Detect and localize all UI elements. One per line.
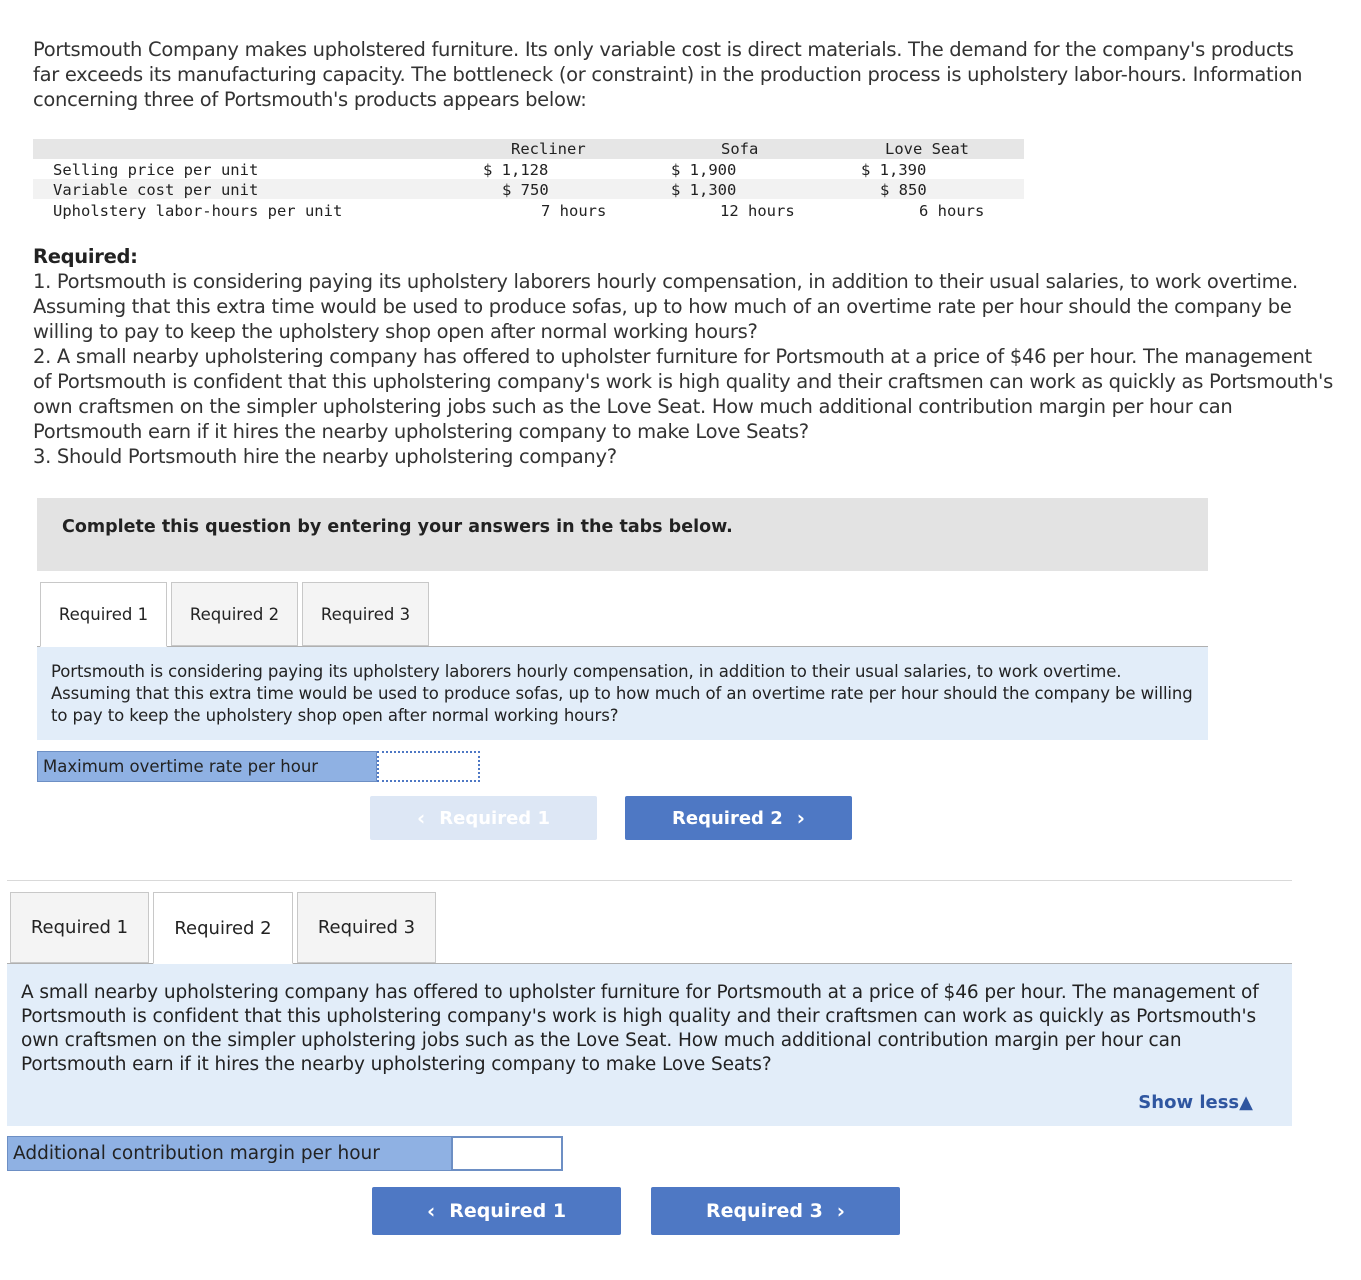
intro-paragraph: Portsmouth Company makes upholstered furniture. Its only variable cost is direct materials. The demand for the company's products far exceeds its manufacturing capacity. The bottleneck (or constraint) in the production process is upholstery labor-hours. Information concerning three of Portsmouth's products appears below: — [33, 38, 1303, 111]
chevron-left-icon: ‹ — [426, 1199, 436, 1223]
contribution-margin-input[interactable] — [451, 1136, 563, 1171]
prev-button-1 — [370, 796, 597, 840]
section-divider — [7, 880, 1292, 881]
tab-required-2[interactable]: Required 2 — [171, 582, 298, 646]
next-button-2-label: Required 3 — [705, 1200, 823, 1222]
answer-label-contribution: Additional contribution margin per hour — [7, 1136, 453, 1171]
row-label-variable-cost: Variable cost per unit — [53, 181, 259, 199]
required-section — [33, 244, 1333, 469]
chevron-right-icon: › — [796, 806, 805, 830]
chevron-right-icon: › — [836, 1199, 846, 1223]
next-button-2[interactable] — [651, 1187, 900, 1235]
required-item-2: 2. A small nearby upholstering company has offered to upholster furniture for Portsmouth at a price of $46 per hour. The management of Portsmouth is confident that this upholstering company's work is high quality and their craftsmen can work as quickly as Portsmouth's own craftsmen on the simpler upholstering jobs such as the Love Seat. How much additional contribution margin per hour can Portsmouth earn if it hires the nearby upholstering company to make Love Seats? — [33, 345, 1333, 443]
tab2-required-3[interactable]: Required 3 — [297, 892, 436, 963]
next-button-1-label: Required 2 — [672, 807, 783, 829]
tab-required-3[interactable]: Required 3 — [302, 582, 429, 646]
cell-recliner-hours: 7 hours — [541, 202, 607, 220]
required-item-3: 3. Should Portsmouth hire the nearby upholstering company? — [33, 445, 617, 468]
header-sofa: Sofa — [721, 140, 759, 158]
prev-button-2[interactable] — [372, 1187, 621, 1235]
question-text-1: Portsmouth is considering paying its upholstery laborers hourly compensation, in addition to their usual salaries, to work overtime. Assuming that this extra time would be used to produce sofas, up to how much of an overtime rate per hour should the company be willing to pay to keep the upholstery shop open after normal working hours? — [51, 662, 1193, 725]
instruction-text: Complete this question by entering your answers in the tabs below. — [62, 517, 733, 537]
row-label-labor-hours: Upholstery labor-hours per unit — [53, 202, 343, 220]
chevron-left-icon: ‹ — [417, 806, 426, 830]
required-item-1: 1. Portsmouth is considering paying its upholstery laborers hourly compensation, in addition to their usual salaries, to work overtime. Assuming that this extra time would be used to produce sofas, up to how much of an overtime rate per hour should the company be willing to pay to keep the upholstery shop open after normal working hours? — [33, 270, 1298, 343]
answer-label-overtime: Maximum overtime rate per hour — [37, 751, 377, 782]
prev-button-2-label: Required 1 — [449, 1200, 567, 1222]
cell-sofa-cost: $ 1,300 — [671, 181, 737, 199]
cell-loveseat-price: $ 1,390 — [861, 161, 927, 179]
next-button-1[interactable] — [625, 796, 852, 840]
header-love-seat: Love Seat — [885, 140, 969, 158]
tab-required-1[interactable]: Required 1 — [40, 582, 167, 647]
question-text-2: A small nearby upholstering company has offered to upholster furniture for Portsmouth at a price of $46 per hour. The management of Portsmouth is confident that this upholstering company's work is high quality and their craftsmen can work as quickly as Portsmouth's own craftsmen on the simpler upholstering jobs such as the Love Seat. How much additional contribution margin per hour can Portsmouth earn if it hires the nearby upholstering company to make Love Seats? — [21, 982, 1259, 1075]
tab2-required-1[interactable]: Required 1 — [10, 892, 149, 963]
show-less-link[interactable]: Show less▲ — [1138, 1092, 1253, 1113]
cell-sofa-hours: 12 hours — [720, 202, 795, 220]
instruction-box — [37, 498, 1208, 571]
cell-sofa-price: $ 1,900 — [671, 161, 737, 179]
prev-button-1-label: Required 1 — [439, 807, 550, 829]
row-label-selling-price: Selling price per unit — [53, 161, 259, 179]
cell-recliner-cost: $ 750 — [502, 181, 549, 199]
cell-recliner-price: $ 1,128 — [483, 161, 549, 179]
header-recliner: Recliner — [511, 140, 586, 158]
cell-loveseat-hours: 6 hours — [919, 202, 985, 220]
overtime-rate-input[interactable] — [377, 751, 480, 782]
cell-loveseat-cost: $ 850 — [880, 181, 927, 199]
required-heading: Required: — [33, 245, 138, 268]
question-panel-1 — [37, 647, 1208, 740]
tab2-required-2[interactable]: Required 2 — [153, 892, 293, 964]
question-panel-2 — [7, 964, 1292, 1126]
